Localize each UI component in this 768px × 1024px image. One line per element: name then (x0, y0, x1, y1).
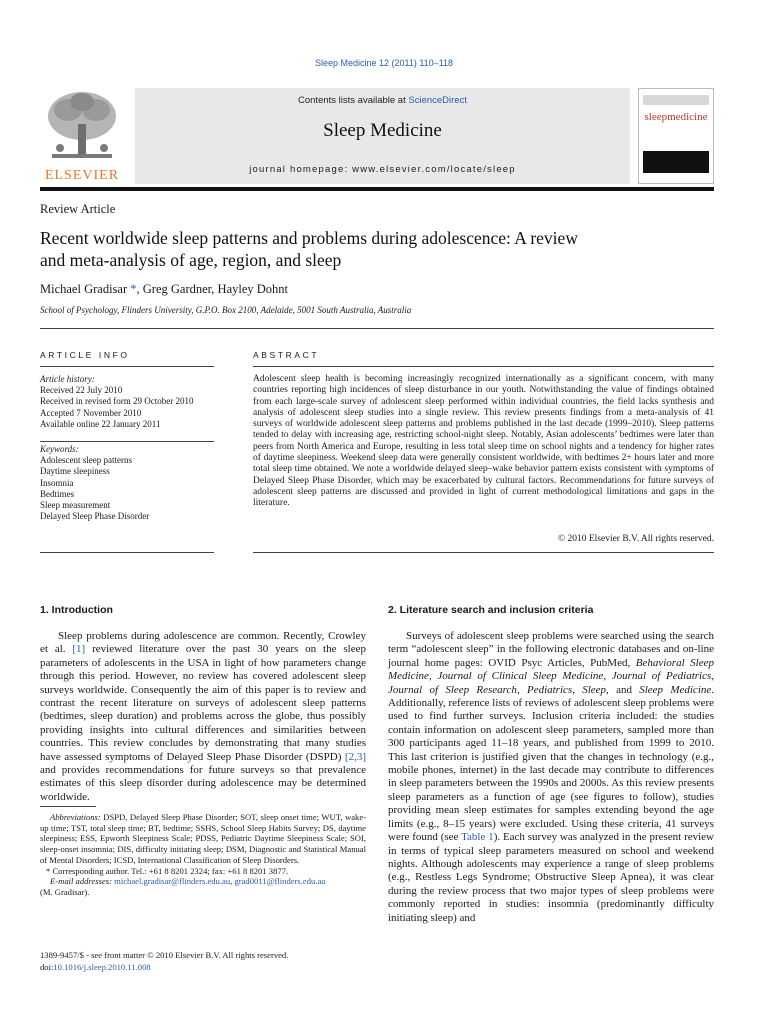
author-name: Michael Gradisar (40, 282, 128, 296)
journal-cover-thumbnail (638, 88, 714, 184)
journal-name-run: Sleep Medicine (639, 683, 712, 696)
table-link[interactable]: Table 1 (461, 831, 494, 844)
abbreviations-text: DSPD, Delayed Sleep Phase Disorder; SOT, sleep onset time; WUT, wake-up time; TST, total sleep time; BT, bedtime; SSHS, School Sleep Habits Survey; DS, daytime sleepiness; ESS, Epworth Sleepiness Scale; PDSS, Pediatric Daytime Sleepiness Scale; SOI, sleep-onset insomnia; DIS, difficulty initiating sleep; DSM, Diagnostic and Statistical Manual of Mental Disorders; ICSD, International Classification of Sleep Disorders. (40, 812, 366, 865)
abstract-copyright: © 2010 Elsevier B.V. All rights reserved. (557, 534, 714, 544)
text-run: Sleep problems during adolescence are common. Recently, Crowley et al. (40, 630, 366, 656)
article-info (40, 374, 214, 430)
email-link[interactable]: michael.gradisar@flinders.edu.au (114, 876, 231, 887)
header-rule (40, 187, 714, 191)
abstract-text: Adolescent sleep health is becoming increasingly recognized internationally as a significant concern, with many countries reporting high incidences of sleep disturbance in our youth. Notwithstanding the value of findings obtained from each large-scale survey of adolescent sleep performed within individual countries, the field lacks synthesis and analysis of adolescent sleep studies into a single review. This review presents findings from a meta-analysis of 41 surveys of worldwide adolescent sleep patterns and problems published in the last decade (1999–2010). Sleep patterns tended to delay with increasing age, restricting school-night sleep. Notably, Asian adolescents’ bedtimes were later than peers from North America and Europe, resulting in less total sleep time on school nights and a tendency for higher rates of daytime sleepiness. Weekend sleep data were generally consistent worldwide, with bedtimes 2+ hours later and more total sleep time obtained. We note a worldwide delayed sleep–wake behavior pattern exists consistent with symptoms of Delayed Sleep Phase Disorder, which may be exacerbated by cultural factors. Recommendations for future surveys of adolescent sleep patterns are discussed and provided in light of current methodological limitations and gaps in the literature. (253, 374, 714, 509)
article-info-label: ARTICLE INFO (40, 350, 130, 360)
sciencedirect-link[interactable]: ScienceDirect (408, 95, 467, 106)
info-bottom-rule (40, 552, 214, 553)
keyword: Bedtimes (40, 488, 74, 499)
email-label: E-mail addresses: (50, 876, 112, 887)
section2-heading: 2. Literature search and inclusion criteria (388, 604, 594, 616)
citation-link[interactable]: [1] (72, 643, 86, 656)
keywords (40, 444, 214, 522)
abbreviations-note (40, 812, 366, 866)
text-run: Surveys of adolescent sleep problems were searched using the search term “adolescent sleep” in the following electronic databases and on-line journal home pages: OVID Psyc Articles, PubMed, (388, 630, 714, 669)
email-link[interactable]: grad0011@flinders.edu.au (234, 876, 326, 887)
footnotes (40, 812, 366, 898)
text-run: , (516, 683, 527, 696)
history-item: Received in revised form 29 October 2010 (40, 396, 194, 407)
citation-link[interactable]: [2,3] (344, 750, 366, 763)
intro-heading: 1. Introduction (40, 604, 113, 616)
text-run: reviewed literature over the past 30 years on the sleep parameters of adolescents in the USA in light of how parameters change through this period. However, no review has covered adolescent sleep surveys worldwide. Consequently the aim of this paper is to review and contrast the recent literature on surveys of adolescent sleep patterns (bedtimes, sleep duration) and problems across the globe, thus possibly providing insights into cultural differences and similarities between countries. This review concludes by demonstrating that many studies have assessed symptoms of Delayed Sleep Phase Disorder (DSPD) (40, 643, 366, 763)
history-item: Received 22 July 2010 (40, 385, 123, 396)
section-rule (40, 328, 714, 329)
keyword: Adolescent sleep patterns (40, 455, 132, 466)
doi-link[interactable]: 10.1016/j.sleep.2010.11.008 (53, 961, 151, 972)
abbreviations-label: Abbreviations: (50, 812, 101, 822)
affiliation: School of Psychology, Flinders University, G.P.O. Box 2100, Adelaide, 5001 South Australia, Australia (40, 305, 412, 315)
doi-line (40, 962, 288, 974)
abstract-bottom-rule (253, 552, 714, 553)
journal-name: Sleep Medicine (323, 120, 442, 141)
journal-homepage[interactable]: journal homepage: www.elsevier.com/locate/sleep (249, 164, 516, 175)
journal-citation[interactable]: Sleep Medicine 12 (2011) 110–118 (314, 58, 454, 68)
title-line: and meta-analysis of age, region, and sleep (40, 250, 342, 270)
email-owner: (M. Gradisar). (40, 886, 90, 897)
journal-name-run: Behavioral Sleep Medicine (388, 656, 715, 683)
corresponding-note: * Corresponding author. Tel.: +61 8 8201 2324; fax: +61 8 8201 3877. (46, 865, 289, 876)
doi-prefix: doi: (40, 961, 54, 972)
title-line: Recent worldwide sleep patterns and problems during adolescence: A review (40, 228, 578, 248)
history-label: Article history: (40, 374, 95, 384)
keywords-label: Keywords: (40, 444, 79, 454)
keyword: Insomnia (40, 477, 74, 488)
abstract-label: ABSTRACT (253, 350, 320, 360)
cover-stripe (643, 95, 709, 105)
history-item: Available online 22 January 2011 (40, 418, 161, 429)
article-type: Review Article (40, 202, 116, 216)
text-run: , (428, 670, 438, 683)
elsevier-logo (40, 88, 124, 184)
section2-paragraph (388, 630, 714, 925)
text-run: and provides recommendations for future surveys so that prevalence estimates of this sleep disorder during adolescence may be determined worldwide. (40, 764, 366, 803)
article-title (40, 227, 714, 271)
journal-name-run: Sleep (582, 683, 607, 696)
text-run: , and (606, 683, 640, 696)
author-list (40, 282, 288, 297)
keyword: Daytime sleepiness (40, 466, 110, 477)
info-rule (40, 366, 214, 367)
cover-title: sleepmedicine (644, 111, 708, 123)
tree-logo-icon (40, 88, 124, 164)
footnote-rule (40, 806, 96, 807)
issn-line: 1389-9457/$ - see front matter © 2010 Elsevier B.V. All rights reserved. (40, 950, 289, 960)
contents-prefix: Contents lists available at (298, 95, 409, 106)
abstract-rule (253, 366, 714, 367)
intro-paragraph (40, 630, 366, 804)
keyword: Sleep measurement (40, 500, 111, 511)
front-matter (40, 950, 288, 973)
text-run: ). Each survey was analyzed in the present review in terms of typical sleep parameters measured on school and weekend nights. Although adolescents may experience a range of sleep problems (e.g., Restless Legs Syndrome; Obstructive Sleep Apnea), it was clear during the review process that two major types of sleep problems were commonly reported in studies: insomnia (predominantly difficulty initiating sleep) and (388, 831, 714, 924)
journal-banner (135, 88, 630, 184)
text-run: , (603, 670, 612, 683)
journal-name-run: Journal of Pediatrics (611, 670, 712, 683)
text-run: . Additionally, reference lists of reviews of adolescent sleep problems were used to find further surveys. Inclusion criteria included: the studies contain information on adolescent sleep parameters, sampled more than 300 participants aged 11–18 years, and published from 1999 to 2010. This last criterion is justified given that the changes in technology (e.g., mobile phones, internet) in the last decade may contribute to differences in sleep parameters between the 1990s and 2000s. As this review presents sleep parameters as a function of age (see figures to follow), studies providing mean sleep estimates for samples extending beyond the age limits (e.g., 8–15 years) were excluded. Using these criteria, 41 surveys were found (see (388, 683, 715, 844)
journal-name-run: Journal of Sleep Research (388, 683, 517, 696)
contents-line (135, 95, 630, 106)
journal-name-run: Pediatrics (526, 683, 573, 696)
text-run: , (711, 670, 714, 683)
publisher-logo-text: ELSEVIER (44, 168, 120, 183)
corresponding-author-mark[interactable]: * (130, 282, 137, 296)
email-note: E-mail addresses: michael.gradisar@flinders.edu.au, grad0011@flinders.edu.au (50, 876, 326, 887)
cover-band (643, 151, 709, 173)
history-item: Accepted 7 November 2010 (40, 407, 142, 418)
other-authors: , Greg Gardner, Hayley Dohnt (136, 282, 289, 296)
keyword: Delayed Sleep Phase Disorder (40, 511, 150, 522)
journal-name-run: Journal of Clinical Sleep Medicine (437, 670, 604, 683)
text-run: , (572, 683, 583, 696)
info-rule (40, 441, 214, 442)
